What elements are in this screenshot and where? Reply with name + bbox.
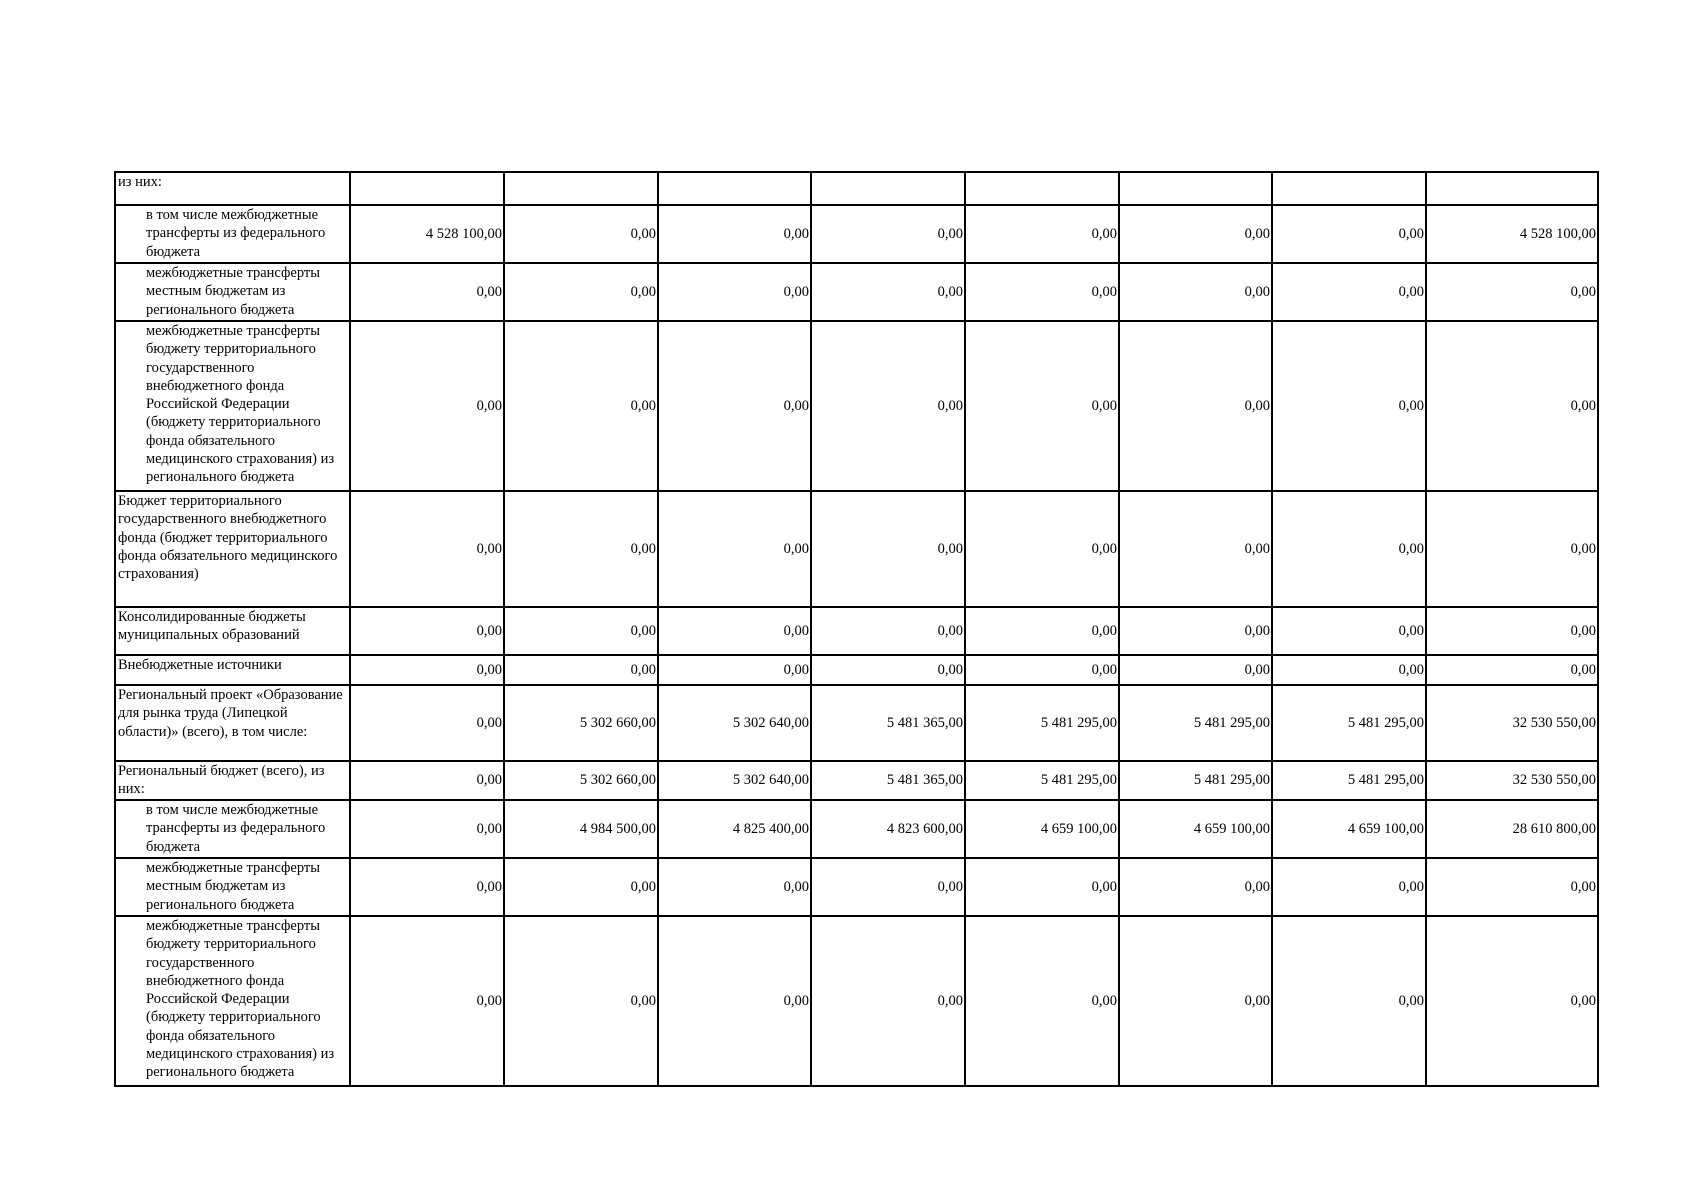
value-cell: 0,00 xyxy=(350,761,504,800)
value-cell: 4 823 600,00 xyxy=(811,800,965,858)
value-cell: 0,00 xyxy=(1272,655,1426,685)
value-cell: 0,00 xyxy=(658,491,811,607)
value-cell: 0,00 xyxy=(1119,205,1272,263)
value-cell: 0,00 xyxy=(350,655,504,685)
row-label: Бюджет территориального государственного внебюджетного фонда (бюджет территориального фонда обязательного медицинского страхования) xyxy=(115,491,350,607)
value-cell: 0,00 xyxy=(965,858,1119,916)
value-cell: 5 302 660,00 xyxy=(504,761,658,800)
value-cell: 0,00 xyxy=(1272,491,1426,607)
value-cell: 0,00 xyxy=(811,607,965,655)
value-cell: 0,00 xyxy=(658,916,811,1086)
value-cell: 5 481 365,00 xyxy=(811,761,965,800)
table-row xyxy=(115,916,1598,1086)
value-cell: 0,00 xyxy=(350,607,504,655)
value-cell: 0,00 xyxy=(658,205,811,263)
value-cell xyxy=(504,172,658,205)
table-row xyxy=(115,655,1598,685)
value-cell: 0,00 xyxy=(350,858,504,916)
value-cell: 0,00 xyxy=(1426,491,1598,607)
value-cell: 0,00 xyxy=(1272,263,1426,321)
value-cell: 0,00 xyxy=(1272,858,1426,916)
row-label: межбюджетные трансферты бюджету территориального государственного внебюджетного фонда Российской Федерации (бюджету территориального фонда обязательного медицинского страхования) из регионального бюджета xyxy=(115,916,350,1086)
value-cell: 0,00 xyxy=(350,916,504,1086)
value-cell: 0,00 xyxy=(1119,263,1272,321)
row-label: из них: xyxy=(115,172,350,205)
value-cell: 0,00 xyxy=(504,607,658,655)
value-cell: 0,00 xyxy=(1272,205,1426,263)
table-row xyxy=(115,205,1598,263)
value-cell: 0,00 xyxy=(1119,607,1272,655)
value-cell: 5 481 295,00 xyxy=(965,761,1119,800)
value-cell: 5 481 295,00 xyxy=(1272,761,1426,800)
value-cell: 5 481 365,00 xyxy=(811,685,965,761)
table-row xyxy=(115,321,1598,491)
value-cell: 5 481 295,00 xyxy=(1272,685,1426,761)
value-cell: 5 302 660,00 xyxy=(504,685,658,761)
value-cell: 0,00 xyxy=(1119,858,1272,916)
table-row xyxy=(115,263,1598,321)
value-cell: 4 528 100,00 xyxy=(1426,205,1598,263)
row-label: Региональный проект «Образование для рынка труда (Липецкой области)» (всего), в том числе: xyxy=(115,685,350,761)
value-cell: 0,00 xyxy=(1272,916,1426,1086)
value-cell: 32 530 550,00 xyxy=(1426,761,1598,800)
value-cell: 28 610 800,00 xyxy=(1426,800,1598,858)
value-cell: 0,00 xyxy=(350,685,504,761)
value-cell: 0,00 xyxy=(1272,607,1426,655)
value-cell: 4 528 100,00 xyxy=(350,205,504,263)
row-label: Региональный бюджет (всего), из них: xyxy=(115,761,350,800)
value-cell: 0,00 xyxy=(1119,916,1272,1086)
value-cell: 5 481 295,00 xyxy=(1119,685,1272,761)
row-label: Консолидированные бюджеты муниципальных образований xyxy=(115,607,350,655)
value-cell: 5 302 640,00 xyxy=(658,761,811,800)
row-label: в том числе межбюджетные трансферты из федерального бюджета xyxy=(115,800,350,858)
value-cell: 0,00 xyxy=(658,655,811,685)
row-label: в том числе межбюджетные трансферты из федерального бюджета xyxy=(115,205,350,263)
table-row xyxy=(115,761,1598,800)
value-cell: 0,00 xyxy=(965,916,1119,1086)
value-cell: 0,00 xyxy=(811,858,965,916)
row-label: межбюджетные трансферты местным бюджетам из регионального бюджета xyxy=(115,858,350,916)
value-cell: 0,00 xyxy=(965,263,1119,321)
value-cell: 0,00 xyxy=(1426,321,1598,491)
value-cell: 0,00 xyxy=(811,205,965,263)
value-cell: 0,00 xyxy=(1119,655,1272,685)
value-cell: 0,00 xyxy=(965,205,1119,263)
value-cell: 0,00 xyxy=(1119,321,1272,491)
value-cell: 0,00 xyxy=(504,491,658,607)
value-cell: 0,00 xyxy=(1426,655,1598,685)
value-cell: 0,00 xyxy=(1426,916,1598,1086)
value-cell: 0,00 xyxy=(504,858,658,916)
value-cell: 5 481 295,00 xyxy=(965,685,1119,761)
value-cell: 0,00 xyxy=(811,916,965,1086)
value-cell: 0,00 xyxy=(504,655,658,685)
value-cell: 0,00 xyxy=(811,655,965,685)
value-cell: 4 984 500,00 xyxy=(504,800,658,858)
value-cell: 0,00 xyxy=(350,263,504,321)
table-row xyxy=(115,685,1598,761)
value-cell: 32 530 550,00 xyxy=(1426,685,1598,761)
value-cell: 0,00 xyxy=(811,263,965,321)
value-cell: 4 825 400,00 xyxy=(658,800,811,858)
value-cell: 0,00 xyxy=(1426,263,1598,321)
value-cell: 0,00 xyxy=(658,858,811,916)
value-cell: 0,00 xyxy=(811,321,965,491)
value-cell: 0,00 xyxy=(965,655,1119,685)
table-row xyxy=(115,858,1598,916)
value-cell: 0,00 xyxy=(658,321,811,491)
value-cell: 0,00 xyxy=(350,321,504,491)
value-cell: 0,00 xyxy=(965,321,1119,491)
row-label: Внебюджетные источники xyxy=(115,655,350,685)
value-cell xyxy=(1119,172,1272,205)
value-cell: 4 659 100,00 xyxy=(1119,800,1272,858)
value-cell xyxy=(658,172,811,205)
table-row xyxy=(115,800,1598,858)
row-label: межбюджетные трансферты местным бюджетам из регионального бюджета xyxy=(115,263,350,321)
budget-table xyxy=(114,171,1599,1087)
value-cell: 0,00 xyxy=(350,491,504,607)
value-cell: 0,00 xyxy=(811,491,965,607)
value-cell xyxy=(965,172,1119,205)
value-cell: 0,00 xyxy=(965,607,1119,655)
value-cell: 0,00 xyxy=(504,263,658,321)
value-cell: 0,00 xyxy=(504,205,658,263)
value-cell: 0,00 xyxy=(1426,607,1598,655)
value-cell xyxy=(811,172,965,205)
value-cell: 0,00 xyxy=(504,321,658,491)
value-cell: 4 659 100,00 xyxy=(1272,800,1426,858)
value-cell xyxy=(1426,172,1598,205)
table-row xyxy=(115,607,1598,655)
value-cell xyxy=(350,172,504,205)
budget-table-body xyxy=(115,172,1598,1086)
value-cell: 0,00 xyxy=(658,607,811,655)
value-cell: 4 659 100,00 xyxy=(965,800,1119,858)
value-cell: 0,00 xyxy=(1426,858,1598,916)
value-cell: 0,00 xyxy=(965,491,1119,607)
value-cell: 0,00 xyxy=(658,263,811,321)
value-cell: 0,00 xyxy=(1272,321,1426,491)
value-cell xyxy=(1272,172,1426,205)
value-cell: 0,00 xyxy=(504,916,658,1086)
table-row xyxy=(115,491,1598,607)
row-label: межбюджетные трансферты бюджету территориального государственного внебюджетного фонда Российской Федерации (бюджету территориального фонда обязательного медицинского страхования) из регионального бюджета xyxy=(115,321,350,491)
table-row xyxy=(115,172,1598,205)
value-cell: 5 302 640,00 xyxy=(658,685,811,761)
value-cell: 0,00 xyxy=(1119,491,1272,607)
value-cell: 5 481 295,00 xyxy=(1119,761,1272,800)
value-cell: 0,00 xyxy=(350,800,504,858)
